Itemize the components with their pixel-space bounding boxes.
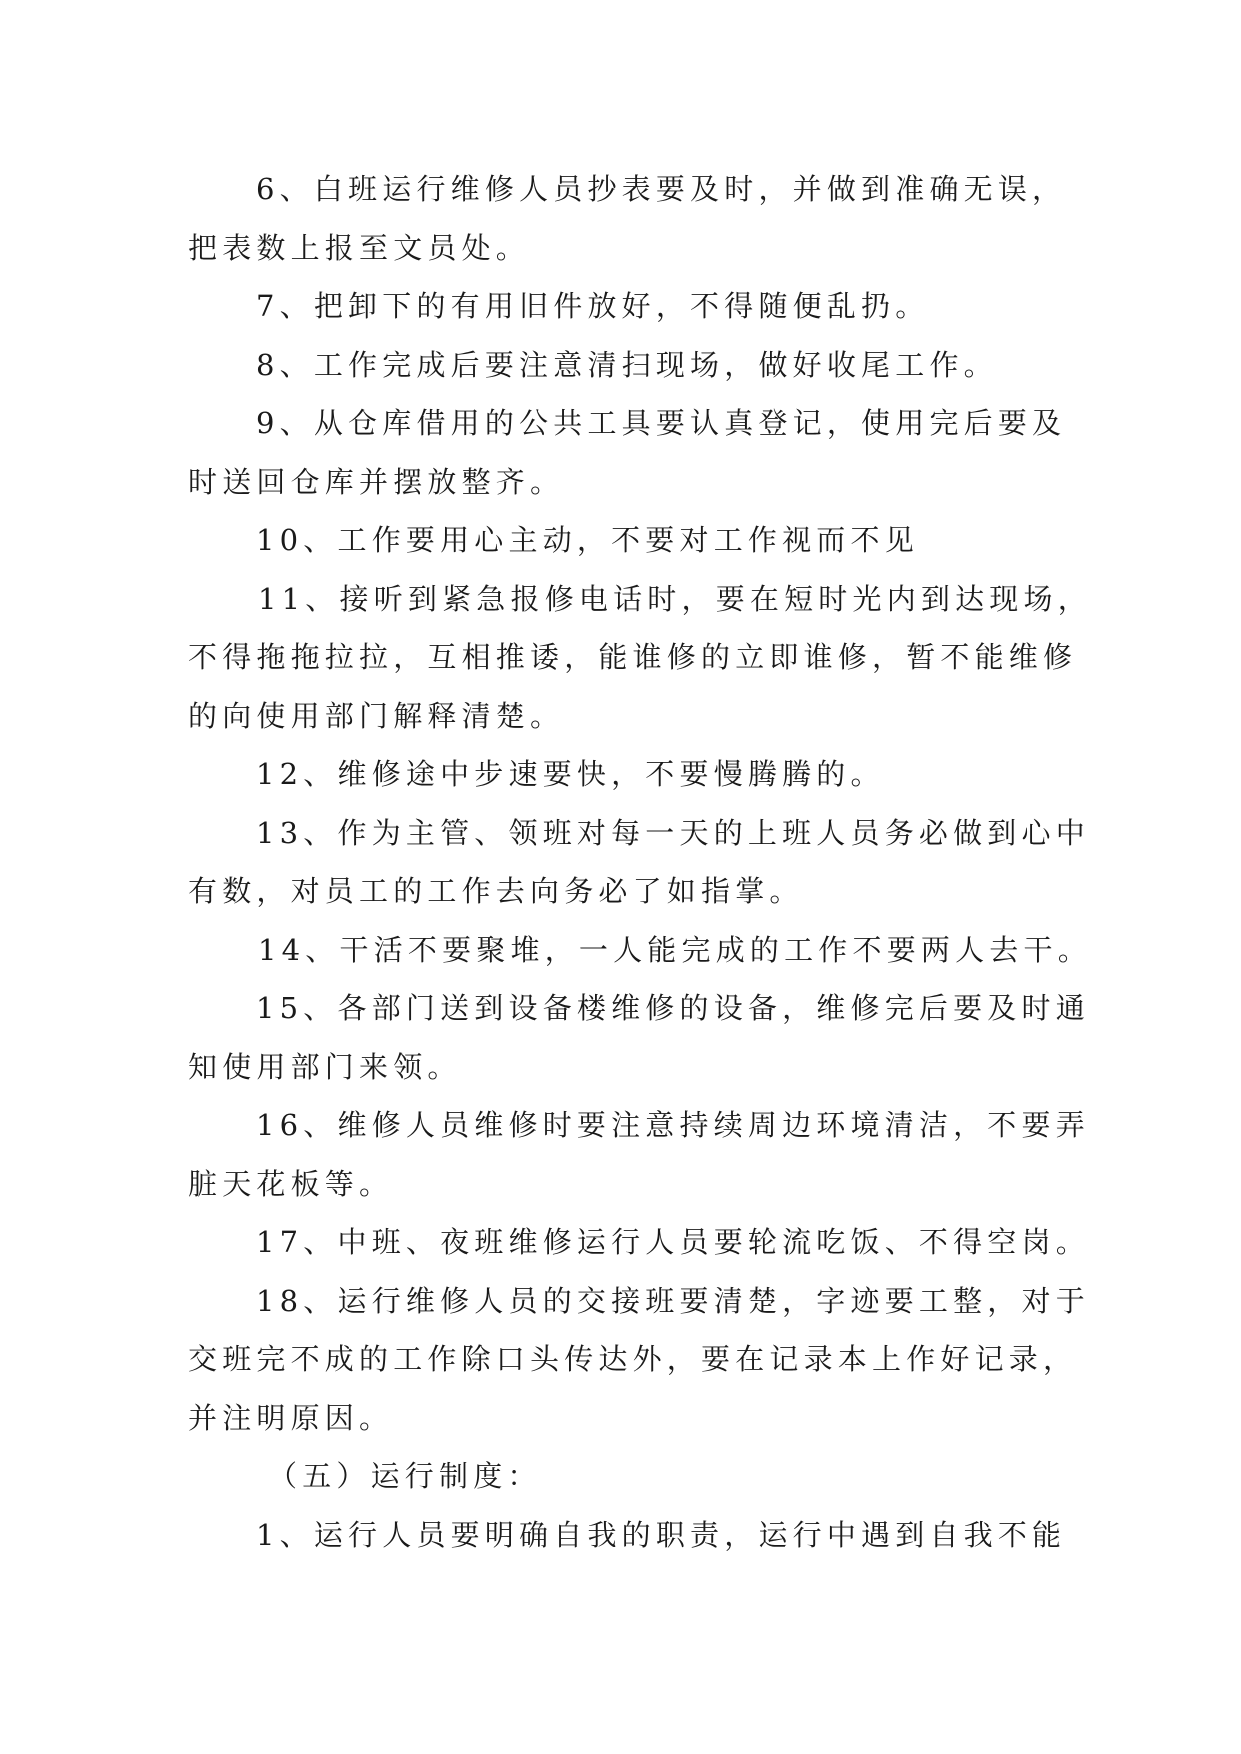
paragraph-line: 7、把卸下的有用旧件放好，不得随便乱扔。 xyxy=(256,289,930,323)
paragraph-line: 交班完不成的工作除口头传达外，要在记录本上作好记录， xyxy=(188,1342,1078,1376)
paragraph-item-11 xyxy=(188,570,1092,746)
document-body xyxy=(188,160,1092,1564)
paragraph-line: 13、作为主管、领班对每一天的上班人员务必做到心中 xyxy=(256,815,1090,850)
paragraph-line: 不得拖拖拉拉，互相推诿，能谁修的立即谁修，暂不能维修 xyxy=(188,640,1078,674)
paragraph-item-17 xyxy=(188,1213,1090,1272)
section-heading-text: （五）运行制度： xyxy=(268,1459,542,1493)
paragraph-item-12 xyxy=(188,745,1068,804)
paragraph-item-7 xyxy=(188,277,1068,336)
section-heading xyxy=(188,1447,1068,1506)
paragraph-item-10 xyxy=(188,511,1068,570)
paragraph-line: 8、工作完成后要注意清扫现场，做好收尾工作。 xyxy=(256,347,998,382)
paragraph-line: 6、白班运行维修人员抄表要及时，并做到准确无误， xyxy=(256,172,1067,206)
paragraph-line: 16、维修人员维修时要注意持续周边环境清洁，不要弄 xyxy=(256,1108,1090,1142)
paragraph-line: 把表数上报至文员处。 xyxy=(188,230,531,265)
paragraph-line: 12、维修途中步速要快，不要慢腾腾的。 xyxy=(256,757,885,791)
paragraph-line: 14、干活不要聚堆，一人能完成的工作不要两人去干。 xyxy=(258,932,1092,967)
paragraph-line: 有数，对员工的工作去向务必了如指掌。 xyxy=(188,874,804,908)
paragraph-line: 17、中班、夜班维修运行人员要轮流吃饭、不得空岗。 xyxy=(256,1225,1090,1259)
paragraph-item-16 xyxy=(188,1096,1090,1213)
paragraph-item-13 xyxy=(188,804,1090,921)
paragraph-item-14 xyxy=(188,921,1092,980)
paragraph-item-15 xyxy=(188,979,1090,1096)
paragraph-line: 时送回仓库并摆放整齐。 xyxy=(188,464,565,499)
paragraph-line: 并注明原因。 xyxy=(188,1400,394,1435)
paragraph-item-1 xyxy=(188,1506,1068,1565)
paragraph-line: 15、各部门送到设备楼维修的设备，维修完后要及时通 xyxy=(256,991,1090,1025)
paragraph-item-6 xyxy=(188,160,1068,277)
paragraph-line: 18、运行维修人员的交接班要清楚，字迹要工整，对于 xyxy=(256,1283,1090,1318)
paragraph-line: 10、工作要用心主动，不要对工作视而不见 xyxy=(256,523,919,557)
paragraph-line: 1、运行人员要明确自我的职责，运行中遇到自我不能 xyxy=(256,1517,1067,1552)
paragraph-item-18 xyxy=(188,1272,1090,1448)
paragraph-line: 知使用部门来领。 xyxy=(188,1049,462,1084)
paragraph-item-8 xyxy=(188,336,1068,395)
paragraph-line: 的向使用部门解释清楚。 xyxy=(188,698,565,733)
paragraph-line: 脏天花板等。 xyxy=(188,1166,394,1201)
paragraph-item-9 xyxy=(188,394,1068,511)
paragraph-line: 11、接听到紧急报修电话时，要在短时光内到达现场， xyxy=(258,581,1092,616)
paragraph-line: 9、从仓库借用的公共工具要认真登记，使用完后要及 xyxy=(256,406,1067,440)
